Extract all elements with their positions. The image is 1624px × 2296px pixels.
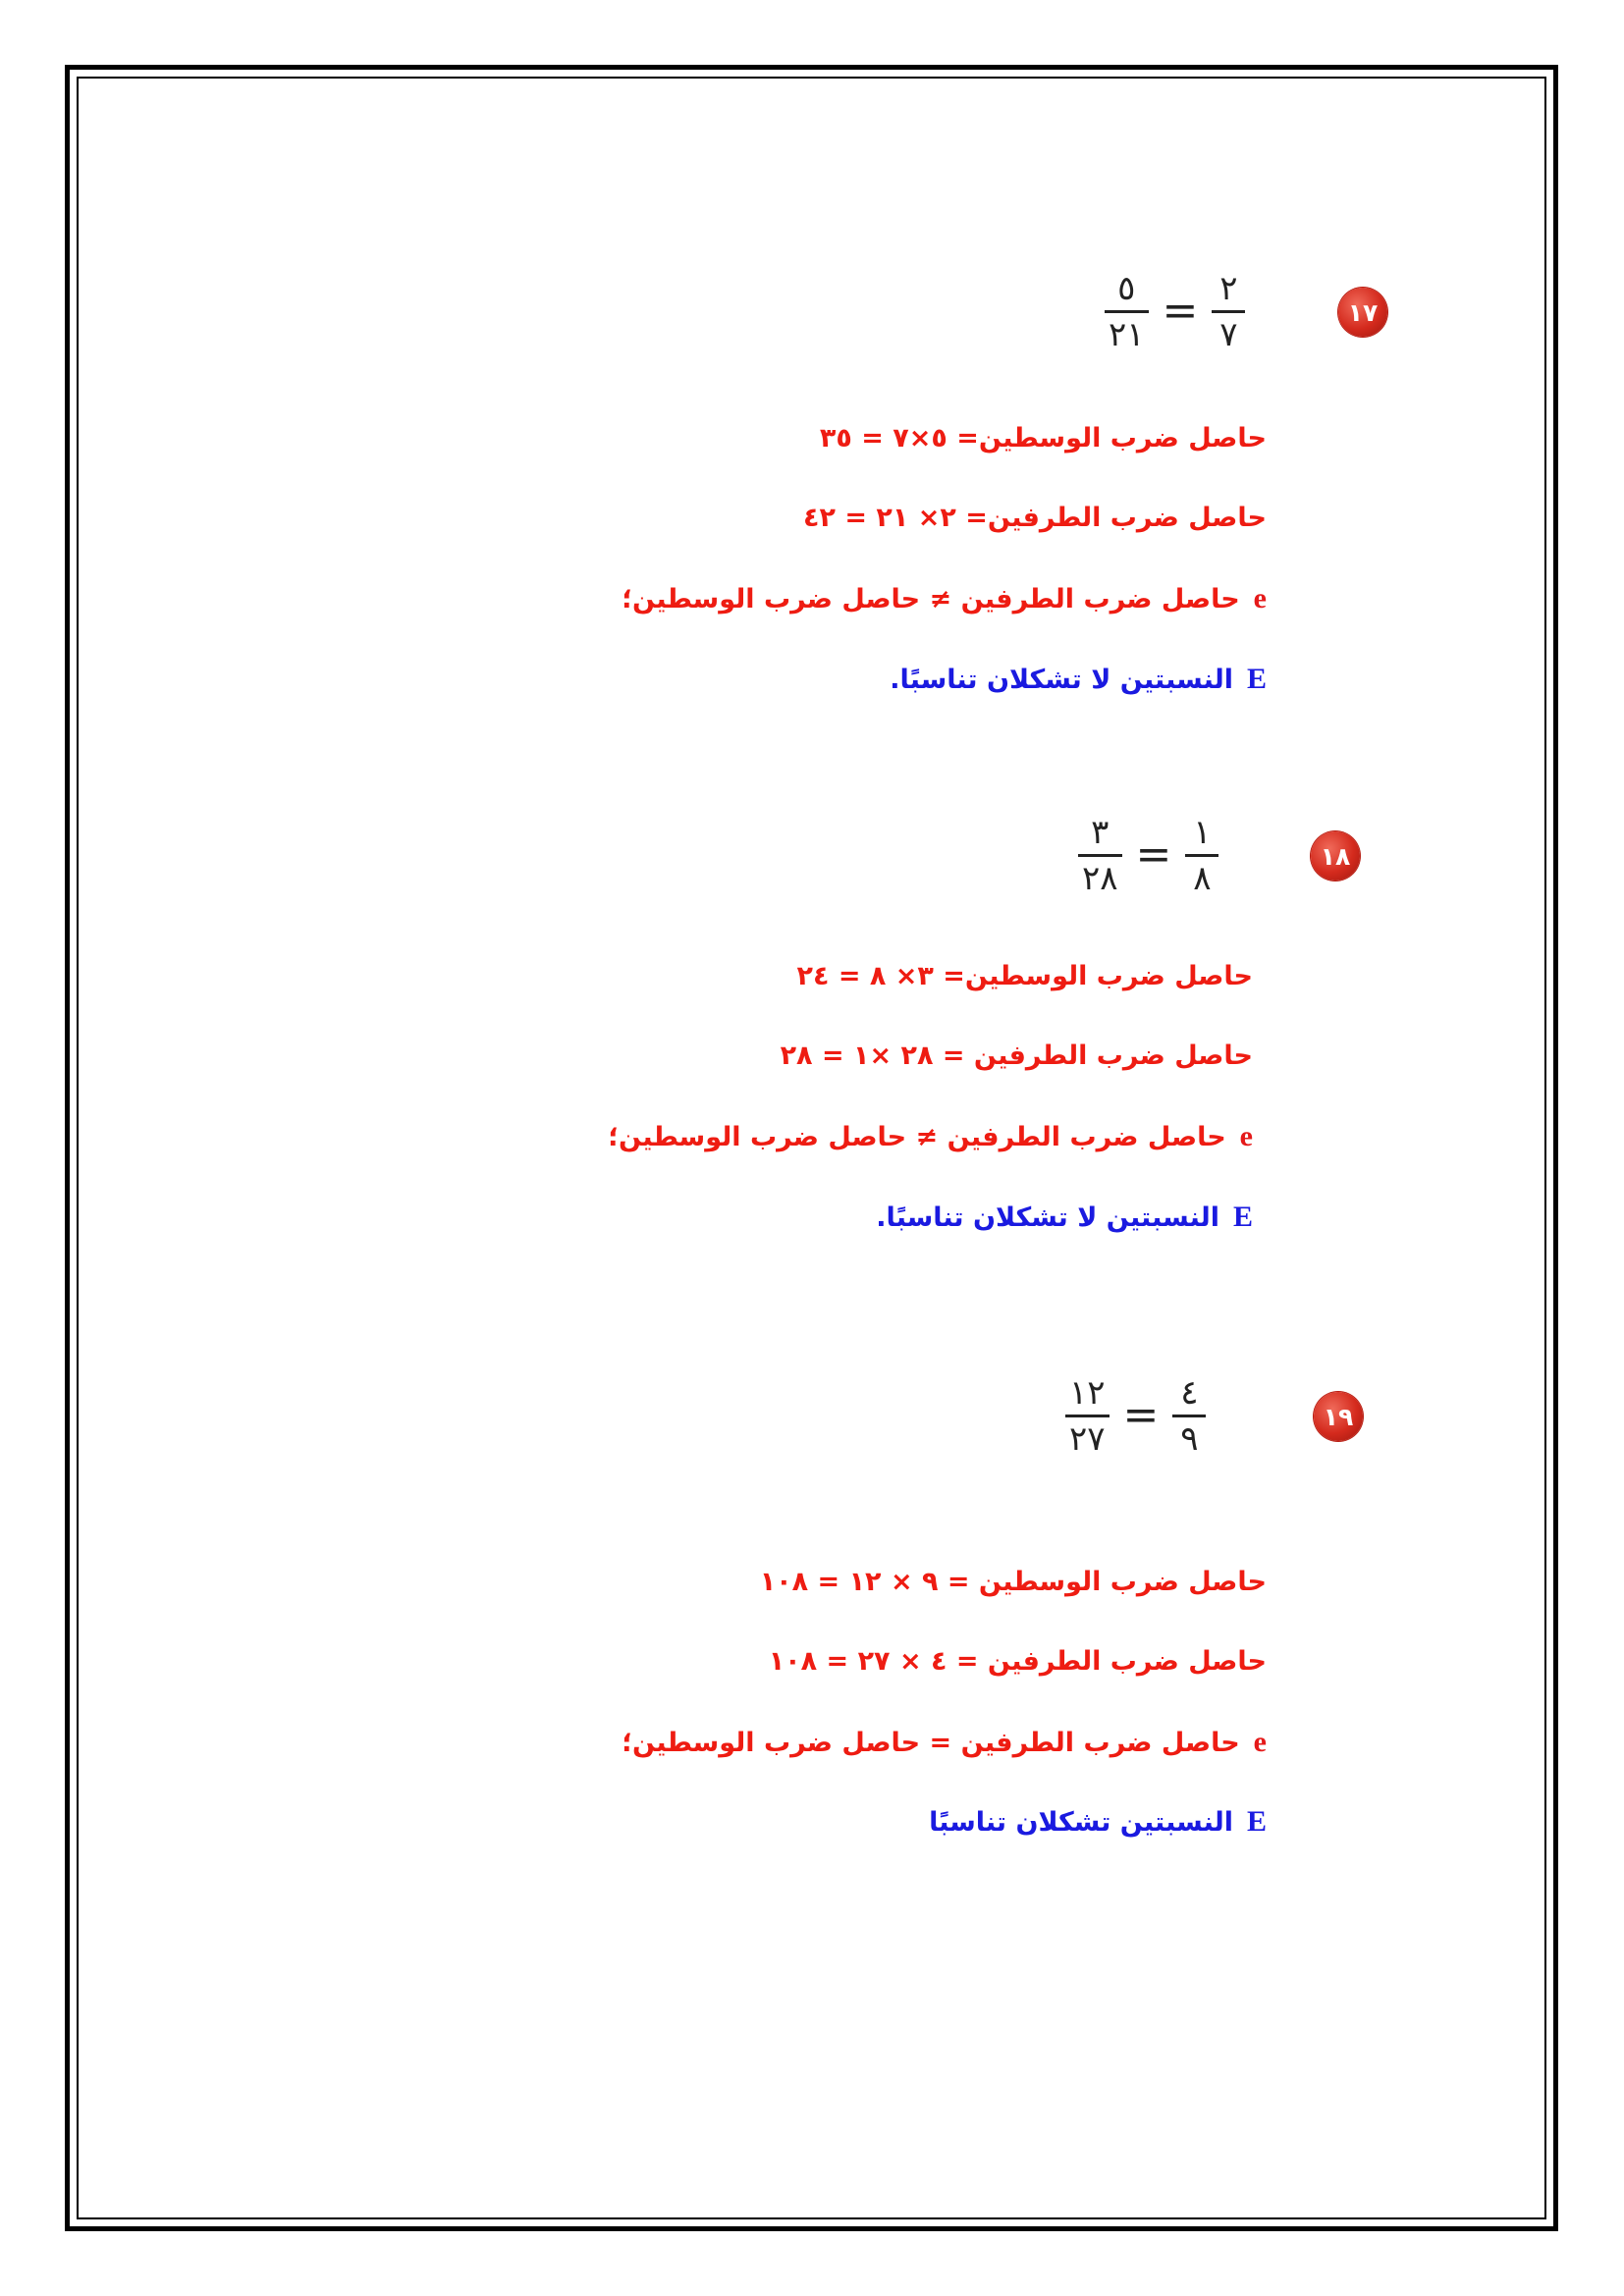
- denominator: ٢٧: [1069, 1418, 1106, 1459]
- proportion-equation: [1105, 267, 1245, 355]
- numerator: ١٢: [1069, 1372, 1106, 1413]
- middle-product-line: حاصل ضرب الوسطين= ٥×٧ = ٣٥: [819, 423, 1267, 454]
- fraction-bar: [1105, 310, 1149, 313]
- comparison-text: حاصل ضرب الطرفين = حاصل ضرب الوسطين؛: [622, 1728, 1240, 1758]
- denominator: ٧: [1219, 314, 1238, 354]
- fraction-left: [1078, 812, 1122, 898]
- problem-number: ١٨: [1320, 841, 1351, 871]
- equals-sign: =: [1135, 829, 1172, 880]
- numerator: ٣: [1091, 812, 1110, 852]
- extreme-product-line: حاصل ضرب الطرفين= ٢× ٢١ = ٤٢: [802, 503, 1267, 533]
- conclusion-text: النسبتين لا تشكلان تناسبًا.: [876, 1202, 1219, 1233]
- proportion-equation: [1065, 1371, 1206, 1460]
- fraction-right: [1185, 812, 1218, 898]
- conclusion-line: [876, 1198, 1253, 1238]
- problem-number: ١٧: [1347, 297, 1379, 327]
- fraction-right: [1212, 268, 1245, 354]
- numerator: ٥: [1117, 268, 1136, 308]
- fraction-bar: [1078, 854, 1122, 857]
- problem-number-badge: [1314, 1392, 1363, 1441]
- therefore-symbol: E: [1246, 663, 1267, 695]
- proportion-equation: [1078, 811, 1218, 899]
- denominator: ٩: [1180, 1418, 1199, 1459]
- comparison-line: [622, 1723, 1267, 1763]
- fraction-right: [1172, 1372, 1206, 1459]
- conclusion-text: النسبتين تشكلان تناسبًا: [929, 1807, 1233, 1838]
- comparison-line: [608, 1117, 1253, 1157]
- fraction-left: [1105, 268, 1149, 354]
- conclusion-line: [890, 660, 1267, 700]
- equals-sign: =: [1122, 1390, 1160, 1440]
- since-symbol: e: [1253, 582, 1267, 614]
- equals-sign: =: [1162, 286, 1199, 336]
- problem-number: ١٩: [1323, 1402, 1354, 1431]
- since-symbol: e: [1239, 1120, 1253, 1152]
- fraction-left: [1065, 1372, 1110, 1459]
- numerator: ١: [1193, 812, 1212, 852]
- since-symbol: e: [1253, 1726, 1267, 1758]
- extreme-product-line: حاصل ضرب الطرفين = ٢٨ ×١ = ٢٨: [780, 1041, 1253, 1071]
- therefore-symbol: E: [1246, 1805, 1267, 1838]
- therefore-symbol: E: [1232, 1201, 1253, 1233]
- numerator: ٤: [1180, 1372, 1199, 1413]
- problem-number-badge: [1311, 831, 1360, 881]
- conclusion-text: النسبتين لا تشكلان تناسبًا.: [890, 665, 1233, 695]
- comparison-text: حاصل ضرب الطرفين ≠ حاصل ضرب الوسطين؛: [622, 584, 1240, 614]
- numerator: ٢: [1219, 268, 1238, 308]
- denominator: ٢١: [1109, 314, 1145, 354]
- middle-product-line: حاصل ضرب الوسطين = ٩ × ١٢ = ١٠٨: [759, 1567, 1267, 1597]
- comparison-line: [622, 579, 1267, 619]
- fraction-bar: [1172, 1415, 1206, 1417]
- middle-product-line: حاصل ضرب الوسطين= ٣× ٨ = ٢٤: [796, 961, 1253, 991]
- fraction-bar: [1185, 854, 1218, 857]
- denominator: ٨: [1193, 858, 1212, 898]
- comparison-text: حاصل ضرب الطرفين ≠ حاصل ضرب الوسطين؛: [608, 1122, 1226, 1152]
- conclusion-line: [929, 1802, 1267, 1842]
- fraction-bar: [1065, 1415, 1110, 1417]
- problem-number-badge: [1338, 288, 1387, 337]
- denominator: ٢٨: [1082, 858, 1118, 898]
- fraction-bar: [1212, 310, 1245, 313]
- extreme-product-line: حاصل ضرب الطرفين = ٤ × ٢٧ = ١٠٨: [768, 1646, 1267, 1677]
